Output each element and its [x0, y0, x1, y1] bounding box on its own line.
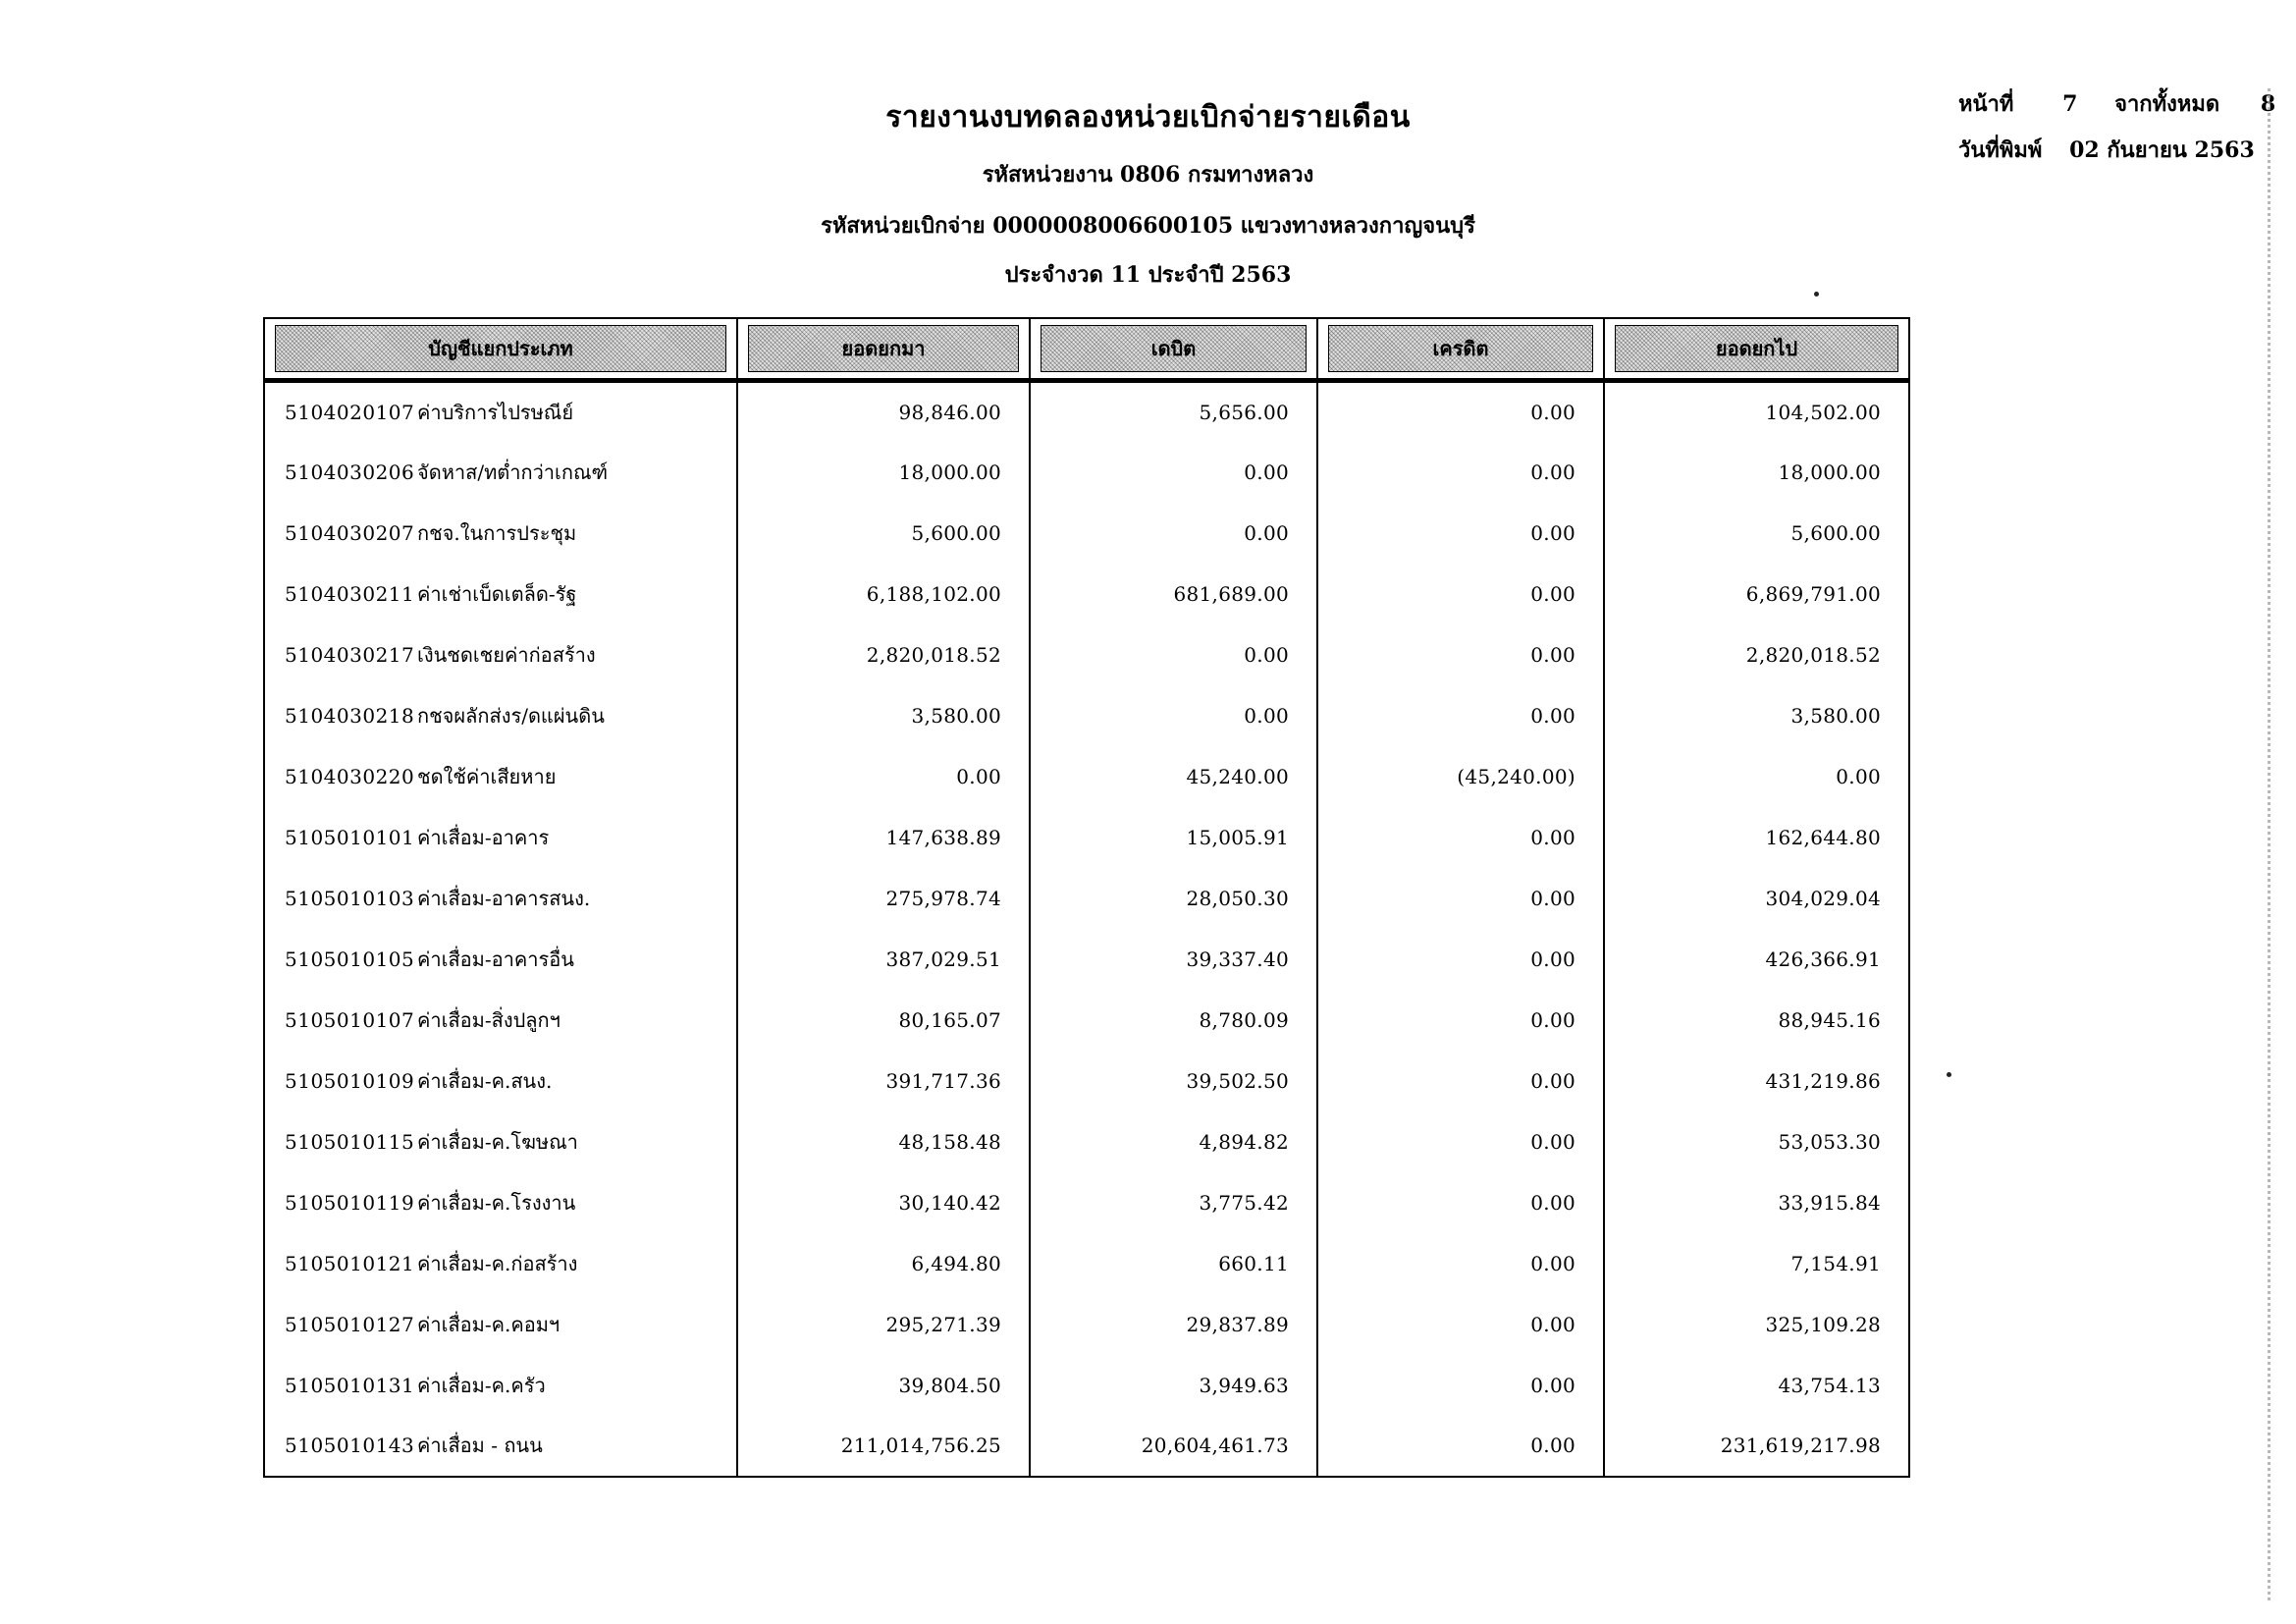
table-row [264, 1111, 1909, 1172]
account-cell [264, 442, 737, 503]
account-cell [264, 929, 737, 990]
amount-carried-forward: 88,945.16 [1604, 990, 1909, 1051]
account-code: 5105010105 [285, 947, 415, 971]
table-row [264, 1233, 1909, 1294]
amount-credit: 0.00 [1317, 1233, 1604, 1294]
table-row [264, 868, 1909, 929]
amount-credit: 0.00 [1317, 564, 1604, 624]
total-pages-label: จากทั้งหมด [2114, 91, 2220, 117]
amount-brought-forward: 2,820,018.52 [737, 624, 1030, 685]
account-cell [264, 564, 737, 624]
amount-debit: 660.11 [1030, 1233, 1317, 1294]
amount-debit: 0.00 [1030, 503, 1317, 564]
account-code: 5105010115 [285, 1129, 415, 1154]
account-cell [264, 1416, 737, 1477]
page-label: หน้าที่ [1958, 91, 2014, 117]
column-header-cell-account [264, 318, 737, 381]
account-code: 5105010107 [285, 1007, 415, 1032]
table-row [264, 1051, 1909, 1111]
amount-credit: 0.00 [1317, 807, 1604, 868]
account-name: ค่าเสื่อม-สิ่งปลูกฯ [417, 1007, 561, 1032]
amount-debit: 28,050.30 [1030, 868, 1317, 929]
amount-credit: 0.00 [1317, 1172, 1604, 1233]
account-name: ค่าเช่าเบ็ดเตล็ด-รัฐ [417, 581, 577, 606]
amount-brought-forward: 6,188,102.00 [737, 564, 1030, 624]
amount-credit: 0.00 [1317, 1355, 1604, 1416]
account-cell [264, 990, 737, 1051]
account-code: 5104030217 [285, 642, 415, 667]
account-name: เงินชดเชยค่าก่อสร้าง [417, 642, 596, 667]
account-code: 5105010121 [285, 1251, 415, 1275]
amount-carried-forward: 5,600.00 [1604, 503, 1909, 564]
print-date: 02 กันยายน 2563 [2069, 137, 2255, 163]
amount-carried-forward: 426,366.91 [1604, 929, 1909, 990]
account-cell [264, 503, 737, 564]
account-name: กชจ.ในการประชุม [417, 520, 577, 545]
amount-credit: 0.00 [1317, 685, 1604, 746]
amount-carried-forward: 431,219.86 [1604, 1051, 1909, 1111]
account-name: กชจผลักส่งร/ดแผ่นดิน [417, 703, 605, 728]
total-pages: 8 [2260, 91, 2276, 117]
column-header-cell-credit [1317, 318, 1604, 381]
table-row [264, 624, 1909, 685]
page-number-line [1958, 86, 2275, 121]
amount-debit: 39,337.40 [1030, 929, 1317, 990]
amount-brought-forward: 391,717.36 [737, 1051, 1030, 1111]
amount-credit: 0.00 [1317, 929, 1604, 990]
amount-debit: 0.00 [1030, 624, 1317, 685]
account-name: ค่าเสื่อม-ค.โฆษณา [417, 1129, 578, 1154]
amount-carried-forward: 33,915.84 [1604, 1172, 1909, 1233]
amount-brought-forward: 5,600.00 [737, 503, 1030, 564]
column-header-debit: เดบิต [1041, 325, 1307, 372]
amount-debit: 681,689.00 [1030, 564, 1317, 624]
amount-debit: 5,656.00 [1030, 381, 1317, 442]
table-row [264, 1172, 1909, 1233]
amount-carried-forward: 3,580.00 [1604, 685, 1909, 746]
account-cell [264, 868, 737, 929]
account-name: ค่าเสื่อม-อาคารอื่น [417, 947, 574, 971]
table-row [264, 1355, 1909, 1416]
table-row [264, 442, 1909, 503]
amount-brought-forward: 80,165.07 [737, 990, 1030, 1051]
amount-debit: 29,837.89 [1030, 1294, 1317, 1355]
page-info [1958, 86, 2275, 179]
account-code: 5104030206 [285, 460, 415, 484]
table-row [264, 381, 1909, 442]
account-code: 5105010127 [285, 1312, 415, 1336]
account-cell [264, 1111, 737, 1172]
account-code: 5104020107 [285, 400, 415, 424]
amount-carried-forward: 325,109.28 [1604, 1294, 1909, 1355]
column-header-cell-carried-forward [1604, 318, 1909, 381]
account-code: 5104030211 [285, 581, 415, 606]
amount-carried-forward: 18,000.00 [1604, 442, 1909, 503]
amount-credit: (45,240.00) [1317, 746, 1604, 807]
amount-brought-forward: 18,000.00 [737, 442, 1030, 503]
account-name: ค่าเสื่อม-ค.สนง. [417, 1068, 553, 1093]
account-name: ค่าบริการไปรษณีย์ [417, 400, 574, 424]
amount-brought-forward: 39,804.50 [737, 1355, 1030, 1416]
column-header-carried-forward: ยอดยกไป [1615, 325, 1898, 372]
scan-dot-artifact [1814, 292, 1819, 297]
account-cell [264, 685, 737, 746]
account-name: ค่าเสื่อม-ค.คอมฯ [417, 1312, 561, 1336]
account-code: 5105010103 [285, 886, 415, 910]
scan-edge-artifact [2268, 88, 2270, 1600]
amount-carried-forward: 304,029.04 [1604, 868, 1909, 929]
amount-brought-forward: 0.00 [737, 746, 1030, 807]
account-name: ค่าเสื่อม-ค.โรงงาน [417, 1190, 576, 1215]
amount-credit: 0.00 [1317, 1111, 1604, 1172]
amount-debit: 3,775.42 [1030, 1172, 1317, 1233]
amount-carried-forward: 0.00 [1604, 746, 1909, 807]
column-header-cell-debit [1030, 318, 1317, 381]
column-header-credit: เครดิต [1328, 325, 1593, 372]
amount-carried-forward: 6,869,791.00 [1604, 564, 1909, 624]
print-date-label: วันที่พิมพ์ [1958, 137, 2043, 163]
amount-debit: 45,240.00 [1030, 746, 1317, 807]
amount-debit: 8,780.09 [1030, 990, 1317, 1051]
amount-debit: 0.00 [1030, 685, 1317, 746]
account-name: ชดใช้ค่าเสียหาย [417, 764, 557, 788]
amount-credit: 0.00 [1317, 868, 1604, 929]
account-name: จัดหาส/ทต่ำกว่าเกณฑ์ [417, 460, 609, 484]
account-cell [264, 1051, 737, 1111]
disbursement-unit-line: รหัสหน่วยเบิกจ่าย 0000008006600105 แขวงทางหลวงกาญจนบุรี [821, 213, 1475, 239]
table-row [264, 746, 1909, 807]
scan-dot-artifact [1947, 1072, 1951, 1077]
trial-balance-table [263, 317, 1910, 1478]
table-row [264, 929, 1909, 990]
amount-brought-forward: 3,580.00 [737, 685, 1030, 746]
table-header-row [264, 318, 1909, 381]
amount-brought-forward: 211,014,756.25 [737, 1416, 1030, 1477]
amount-credit: 0.00 [1317, 1416, 1604, 1477]
account-name: ค่าเสื่อม - ถนน [417, 1434, 543, 1457]
amount-debit: 3,949.63 [1030, 1355, 1317, 1416]
account-name: ค่าเสื่อม-อาคารสนง. [417, 886, 591, 910]
account-code: 5105010119 [285, 1190, 415, 1215]
account-code: 5104030207 [285, 520, 415, 545]
account-cell [264, 1172, 737, 1233]
amount-brought-forward: 30,140.42 [737, 1172, 1030, 1233]
amount-brought-forward: 275,978.74 [737, 868, 1030, 929]
table-row [264, 990, 1909, 1051]
account-cell [264, 1294, 737, 1355]
amount-carried-forward: 162,644.80 [1604, 807, 1909, 868]
amount-debit: 39,502.50 [1030, 1051, 1317, 1111]
account-code: 5104030220 [285, 764, 415, 788]
column-header-brought-forward: ยอดยกมา [748, 325, 1019, 372]
amount-carried-forward: 104,502.00 [1604, 381, 1909, 442]
table-row [264, 1294, 1909, 1355]
account-code: 5104030218 [285, 703, 415, 728]
table-row [264, 503, 1909, 564]
table-row [264, 807, 1909, 868]
amount-debit: 20,604,461.73 [1030, 1416, 1317, 1477]
print-date-line [1958, 133, 2275, 167]
report-title: รายงานงบทดลองหน่วยเบิกจ่ายรายเดือน [885, 100, 1411, 135]
amount-debit: 4,894.82 [1030, 1111, 1317, 1172]
amount-carried-forward: 231,619,217.98 [1604, 1416, 1909, 1477]
table-row [264, 564, 1909, 624]
page-number: 7 [2062, 91, 2078, 117]
column-header-cell-brought-forward [737, 318, 1030, 381]
amount-credit: 0.00 [1317, 503, 1604, 564]
agency-code-line: รหัสหน่วยงาน 0806 กรมทางหลวง [982, 162, 1314, 188]
amount-credit: 0.00 [1317, 990, 1604, 1051]
amount-brought-forward: 387,029.51 [737, 929, 1030, 990]
amount-carried-forward: 53,053.30 [1604, 1111, 1909, 1172]
amount-carried-forward: 2,820,018.52 [1604, 624, 1909, 685]
amount-carried-forward: 43,754.13 [1604, 1355, 1909, 1416]
amount-brought-forward: 48,158.48 [737, 1111, 1030, 1172]
amount-brought-forward: 6,494.80 [737, 1233, 1030, 1294]
amount-brought-forward: 98,846.00 [737, 381, 1030, 442]
table-row [264, 685, 1909, 746]
amount-brought-forward: 147,638.89 [737, 807, 1030, 868]
period-line: ประจำงวด 11 ประจำปี 2563 [1004, 262, 1292, 288]
account-cell [264, 746, 737, 807]
account-code: 5105010143 [285, 1434, 415, 1457]
amount-credit: 0.00 [1317, 381, 1604, 442]
account-cell [264, 807, 737, 868]
account-cell [264, 1355, 737, 1416]
amount-brought-forward: 295,271.39 [737, 1294, 1030, 1355]
amount-credit: 0.00 [1317, 1051, 1604, 1111]
column-header-account: บัญชีแยกประเภท [275, 325, 726, 372]
account-code: 5105010101 [285, 825, 415, 849]
account-code: 5105010131 [285, 1373, 415, 1397]
account-cell [264, 381, 737, 442]
table-row [264, 1416, 1909, 1477]
account-cell [264, 624, 737, 685]
account-name: ค่าเสื่อม-ค.ก่อสร้าง [417, 1251, 578, 1275]
account-code: 5105010109 [285, 1068, 415, 1093]
account-name: ค่าเสื่อม-ค.ครัว [417, 1373, 546, 1397]
account-cell [264, 1233, 737, 1294]
amount-credit: 0.00 [1317, 442, 1604, 503]
amount-debit: 0.00 [1030, 442, 1317, 503]
amount-debit: 15,005.91 [1030, 807, 1317, 868]
amount-credit: 0.00 [1317, 624, 1604, 685]
amount-carried-forward: 7,154.91 [1604, 1233, 1909, 1294]
account-name: ค่าเสื่อม-อาคาร [417, 825, 550, 849]
amount-credit: 0.00 [1317, 1294, 1604, 1355]
